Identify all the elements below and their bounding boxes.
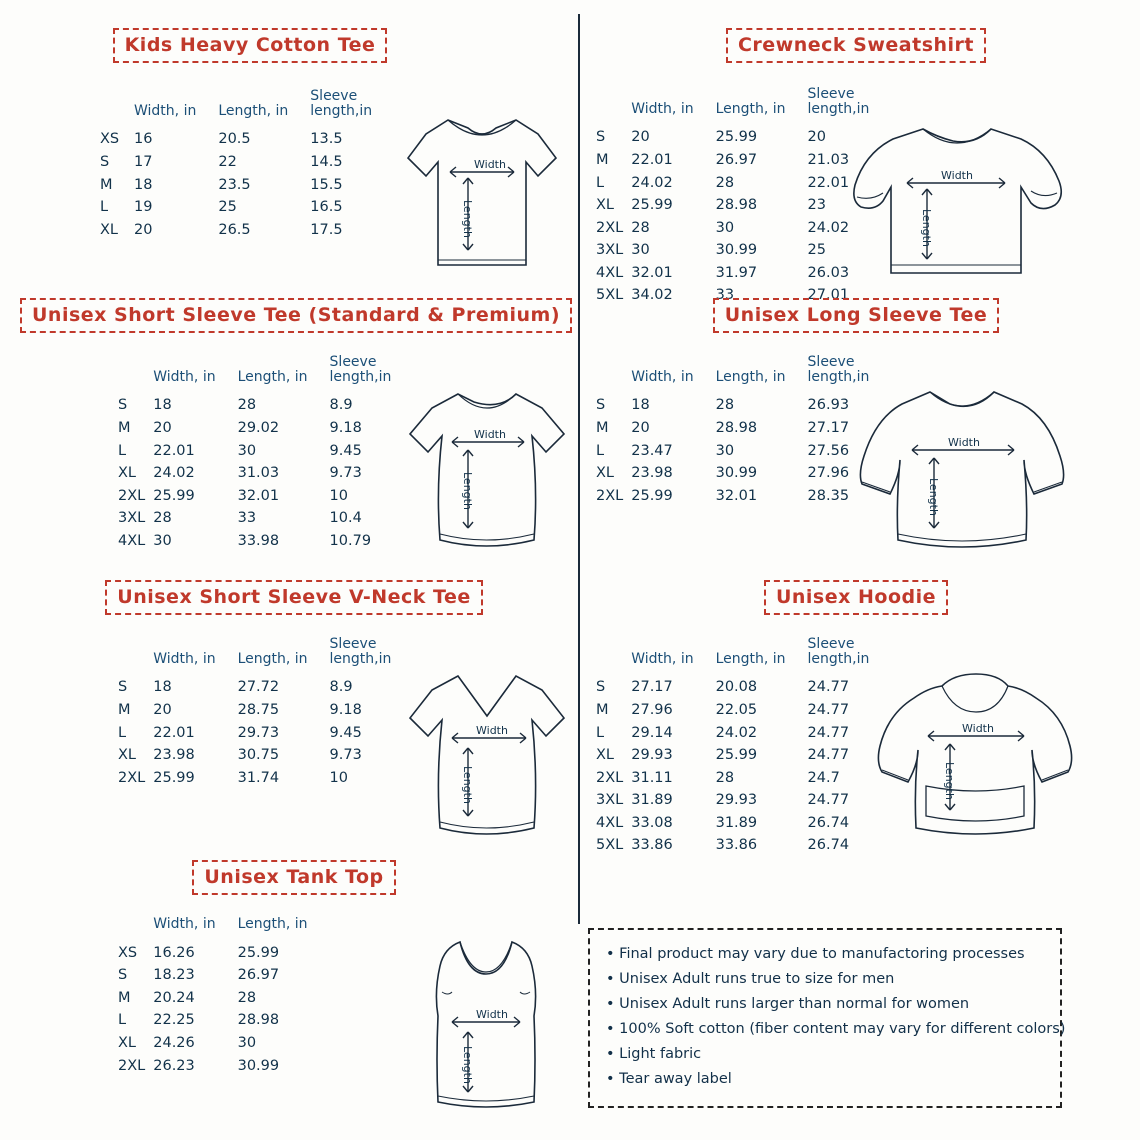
col-width: Width, in: [631, 368, 694, 385]
cell-length: 31.97: [715, 264, 758, 281]
cell-size: XL: [596, 747, 615, 764]
cell-size: L: [100, 199, 109, 216]
cell-length: 32.01: [237, 487, 280, 504]
cell-length: 26.97: [237, 967, 280, 984]
cell-width: 23.47: [631, 442, 673, 459]
table-row: [118, 1009, 330, 1032]
cell-sleeve: 9.45: [329, 724, 362, 741]
table-row: [118, 394, 413, 417]
col-width: Width, in: [153, 368, 216, 385]
cell-width: 30: [631, 242, 650, 259]
cell-width: 33.08: [631, 814, 673, 831]
cell-sleeve: 25: [807, 242, 826, 259]
arrow-label-width: Width: [474, 428, 506, 441]
cell-size: S: [118, 967, 128, 984]
cell-width: 16.26: [153, 944, 195, 961]
cell-sleeve: 27.01: [807, 287, 850, 304]
cell-width: 18.23: [153, 967, 195, 984]
cell-sleeve: 9.45: [329, 442, 362, 459]
cell-size: XL: [100, 221, 119, 238]
illustration-kids-tee: [386, 100, 576, 290]
arrow-label-length: Length: [461, 200, 474, 238]
cell-size: 5XL: [596, 837, 624, 854]
table-row: [118, 767, 413, 790]
cell-size: S: [596, 129, 606, 146]
cell-length: 25.99: [237, 944, 280, 961]
cell-sleeve: 24.02: [807, 219, 850, 236]
cell-length: 26.5: [218, 221, 251, 238]
table-row: [100, 219, 394, 242]
arrow-label-width: Width: [476, 724, 508, 737]
cell-width: 20: [134, 221, 153, 238]
cell-length: 28.98: [715, 419, 758, 436]
table-row: [118, 485, 413, 508]
cell-sleeve: 27.17: [807, 419, 850, 436]
cell-width: 19: [134, 199, 153, 216]
col-width: Width, in: [631, 650, 694, 667]
note-item: • Unisex Adult runs true to size for men: [606, 970, 895, 987]
cell-sleeve: 20: [807, 129, 826, 146]
cell-width: 20: [631, 419, 650, 436]
col-length: Length, in: [715, 650, 786, 667]
note-item: • Light fabric: [606, 1045, 702, 1062]
size-table-unisex-hoodie: [596, 637, 891, 857]
cell-size: 2XL: [118, 487, 146, 504]
cell-size: 2XL: [596, 487, 624, 504]
cell-width: 24.26: [153, 1035, 195, 1051]
section-title-kids-heavy-cotton-tee: Kids Heavy Cotton Tee: [113, 28, 388, 63]
cell-width: 23.98: [153, 747, 195, 764]
cell-width: 20: [631, 129, 650, 146]
cell-sleeve: 27.56: [807, 442, 850, 459]
cell-size: XL: [118, 747, 137, 764]
cell-width: 26.23: [153, 1057, 195, 1074]
table-row: [118, 676, 413, 699]
note-item: • Tear away label: [606, 1070, 732, 1087]
cell-width: 33.86: [631, 837, 673, 854]
col-size: [100, 89, 134, 128]
table-row: [596, 789, 891, 812]
illustration-unisex-short-sleeve-tee: [392, 380, 582, 565]
table-row: [118, 417, 413, 440]
table-header-row: [100, 89, 394, 128]
cell-width: 18: [631, 397, 650, 414]
cell-size: XL: [118, 1035, 137, 1051]
cell-size: 3XL: [596, 242, 624, 259]
arrow-label-length: Length: [943, 762, 956, 800]
cell-length: 32.01: [715, 487, 758, 504]
cell-sleeve: 9.18: [329, 419, 362, 436]
cell-sleeve: 26.74: [807, 837, 850, 854]
arrow-label-length: Length: [461, 766, 474, 804]
table-row: [118, 699, 413, 722]
table-row: [596, 417, 891, 440]
cell-width: 28: [153, 510, 172, 527]
cell-sleeve: 16.5: [310, 199, 343, 216]
col-sleeve: Sleeve length,in: [310, 88, 373, 119]
arrow-label-width: Width: [941, 169, 973, 182]
cell-length: 30.99: [715, 242, 758, 259]
table-row: [596, 462, 891, 485]
cell-length: 30.75: [237, 747, 280, 764]
table-row: [118, 440, 413, 463]
cell-length: 29.02: [237, 419, 280, 436]
col-width: Width, in: [153, 650, 216, 667]
table-row: [596, 744, 891, 767]
cell-size: S: [100, 153, 110, 170]
cell-sleeve: 8.9: [329, 397, 353, 414]
arrow-label-length: Length: [927, 478, 940, 516]
col-sleeve: Sleeve length,in: [329, 354, 392, 385]
col-size: [596, 355, 631, 394]
cell-length: 28: [237, 397, 257, 414]
cell-width: 22.25: [153, 1012, 195, 1029]
cell-width: 27.17: [631, 679, 673, 696]
cell-sleeve: 10: [329, 487, 348, 504]
arrow-label-width: Width: [948, 436, 980, 449]
cell-sleeve: 9.73: [329, 465, 362, 482]
table-header-row: [118, 355, 413, 394]
cell-length: 28: [715, 174, 735, 191]
cell-width: 22.01: [153, 724, 195, 741]
cell-width: 20: [153, 701, 172, 718]
cell-length: 22.05: [715, 701, 758, 718]
cell-width: 18: [153, 397, 172, 414]
cell-sleeve: 24.77: [807, 701, 850, 718]
cell-size: S: [596, 679, 606, 696]
note-item: • Final product may vary due to manufactoring processes: [606, 946, 1025, 962]
cell-size: M: [596, 701, 609, 718]
cell-size: 2XL: [596, 769, 624, 786]
cell-size: XS: [118, 944, 138, 961]
cell-length: 29.93: [715, 792, 758, 809]
cell-width: 20: [153, 419, 172, 436]
col-sleeve: Sleeve length,in: [807, 86, 870, 117]
cell-sleeve: 24.77: [807, 724, 850, 741]
cell-sleeve: 8.9: [329, 679, 353, 696]
cell-sleeve: 27.96: [807, 465, 850, 482]
cell-size: M: [596, 151, 609, 168]
table-row: [100, 151, 394, 174]
illustration-unisex-long-sleeve-tee: [850, 378, 1075, 563]
section-title-unisex-tank-top: Unisex Tank Top: [192, 860, 395, 895]
section-title-crewneck-sweatshirt: Crewneck Sweatshirt: [726, 28, 986, 63]
cell-size: XL: [118, 465, 137, 482]
cell-sleeve: 14.5: [310, 153, 343, 170]
table-row: [118, 1055, 330, 1078]
table-row: [100, 174, 394, 197]
table-row: [118, 462, 413, 485]
cell-length: 26.97: [715, 151, 758, 168]
table-header-row: [596, 355, 891, 394]
cell-length: 33.86: [715, 837, 758, 854]
cell-sleeve: 21.03: [807, 151, 850, 168]
arrow-label-width: Width: [474, 158, 506, 171]
size-table-kids-heavy-cotton-tee: [100, 89, 394, 241]
table-header-row: [118, 637, 413, 676]
col-width: Width, in: [153, 916, 216, 932]
table-header-row: [596, 637, 891, 676]
cell-width: 28: [631, 219, 650, 236]
cell-size: 2XL: [118, 1057, 146, 1074]
table-row: [118, 987, 330, 1010]
cell-sleeve: 13.5: [310, 131, 343, 148]
cell-width: 27.96: [631, 701, 673, 718]
col-width: Width, in: [134, 102, 197, 119]
illustration-unisex-tank-top: [400, 930, 575, 1115]
cell-width: 25.99: [631, 197, 673, 214]
size-table-unisex-tank-top: [118, 917, 330, 1077]
cell-size: 5XL: [596, 287, 624, 304]
arrow-label-length: Length: [920, 209, 933, 247]
cell-length: 23.5: [218, 176, 251, 193]
cell-width: 30: [153, 532, 172, 549]
cell-size: L: [596, 724, 605, 741]
table-row: [596, 485, 891, 508]
cell-width: 31.11: [631, 769, 673, 786]
cell-length: 20.5: [218, 131, 251, 148]
table-row: [118, 722, 413, 745]
notes-box: [588, 928, 1066, 1108]
cell-length: 31.89: [715, 814, 758, 831]
col-length: Length, in: [237, 916, 308, 932]
cell-sleeve: 28.35: [807, 487, 850, 504]
cell-length: 31.74: [237, 769, 280, 786]
table-row: [118, 744, 413, 767]
cell-sleeve: 10.79: [329, 532, 372, 549]
cell-size: M: [118, 419, 131, 436]
cell-sleeve: 26.74: [807, 814, 850, 831]
cell-sleeve: 24.77: [807, 792, 850, 809]
section-title-unisex-short-sleeve-tee: Unisex Short Sleeve Tee (Standard & Premium): [20, 298, 572, 333]
cell-length: 30.99: [715, 465, 758, 482]
section-title-unisex-hoodie: Unisex Hoodie: [764, 580, 948, 615]
cell-length: 28: [715, 769, 735, 786]
table-row: [118, 964, 330, 987]
cell-length: 30: [237, 442, 257, 459]
cell-sleeve: 24.77: [807, 679, 850, 696]
cell-width: 23.98: [631, 465, 673, 482]
cell-width: 16: [134, 131, 153, 148]
cell-length: 25.99: [715, 747, 758, 764]
cell-width: 24.02: [153, 465, 195, 482]
cell-width: 32.01: [631, 264, 673, 281]
arrow-label-width: Width: [476, 1008, 508, 1021]
cell-size: L: [596, 442, 605, 459]
col-length: Length, in: [715, 100, 786, 117]
cell-length: 25.99: [715, 129, 758, 146]
col-size: [596, 637, 631, 676]
col-sleeve: Sleeve length,in: [329, 636, 392, 667]
col-sleeve: Sleeve length,in: [807, 636, 870, 667]
illustration-unisex-v-neck-tee: [392, 660, 582, 850]
section-title-unisex-long-sleeve-tee: Unisex Long Sleeve Tee: [713, 298, 1000, 333]
cell-sleeve: 22.01: [807, 174, 850, 191]
cell-sleeve: 26.03: [807, 264, 850, 281]
table-row: [596, 676, 891, 699]
cell-size: 4XL: [118, 532, 146, 549]
cell-length: 30: [237, 1035, 257, 1051]
col-size: [118, 917, 153, 942]
cell-size: 4XL: [596, 264, 624, 281]
table-row: [118, 1032, 330, 1055]
cell-sleeve: 10: [329, 769, 348, 786]
cell-width: 22.01: [153, 442, 195, 459]
cell-length: 28.98: [715, 197, 758, 214]
cell-length: 27.72: [237, 679, 280, 696]
cell-sleeve: 15.5: [310, 176, 343, 193]
cell-size: M: [118, 989, 131, 1006]
cell-width: 20.24: [153, 989, 195, 1006]
cell-width: 22.01: [631, 151, 673, 168]
table-row: [100, 128, 394, 151]
col-length: Length, in: [218, 102, 289, 119]
col-length: Length, in: [715, 368, 786, 385]
cell-length: 31.03: [237, 465, 280, 482]
cell-width: 17: [134, 153, 153, 170]
table-row: [596, 722, 891, 745]
arrow-label-length: Length: [461, 1046, 474, 1084]
note-item: • Unisex Adult runs larger than normal for women: [606, 995, 970, 1012]
cell-size: L: [596, 174, 605, 191]
cell-sleeve: 10.4: [329, 510, 362, 527]
size-table-unisex-short-sleeve-v-neck-tee: [118, 637, 413, 789]
size-table-unisex-long-sleeve-tee: [596, 355, 891, 507]
cell-sleeve: 24.77: [807, 747, 850, 764]
cell-size: 3XL: [118, 510, 146, 527]
cell-size: L: [118, 724, 127, 741]
table-row: [118, 942, 330, 965]
cell-length: 28.98: [237, 1012, 280, 1029]
cell-width: 25.99: [153, 487, 195, 504]
arrow-label-length: Length: [461, 472, 474, 510]
cell-width: 18: [153, 679, 172, 696]
col-size: [118, 355, 153, 394]
col-sleeve: Sleeve length,in: [807, 354, 870, 385]
cell-width: 29.14: [631, 724, 673, 741]
cell-sleeve: 26.93: [807, 397, 850, 414]
cell-length: 28: [715, 397, 735, 414]
cell-length: 20.08: [715, 679, 758, 696]
table-row: [118, 507, 413, 530]
cell-sleeve: 17.5: [310, 221, 343, 238]
cell-length: 33: [237, 510, 257, 527]
cell-width: 18: [134, 176, 153, 193]
cell-size: 2XL: [596, 219, 624, 236]
illustration-unisex-hoodie: [868, 660, 1083, 850]
cell-size: 3XL: [596, 792, 624, 809]
cell-length: 28: [237, 989, 257, 1006]
cell-sleeve: 9.73: [329, 747, 362, 764]
arrow-label-width: Width: [962, 722, 994, 735]
cell-width: 25.99: [631, 487, 673, 504]
cell-size: 4XL: [596, 814, 624, 831]
table-header-row: [118, 917, 330, 942]
cell-size: M: [118, 701, 131, 718]
cell-width: 25.99: [153, 769, 195, 786]
cell-size: 2XL: [118, 769, 146, 786]
cell-length: 33.98: [237, 532, 280, 549]
col-width: Width, in: [631, 100, 694, 117]
cell-length: 29.73: [237, 724, 280, 741]
cell-width: 31.89: [631, 792, 673, 809]
table-row: [596, 440, 891, 463]
cell-size: S: [118, 397, 128, 414]
illustration-crewneck-sweatshirt: [845, 105, 1075, 300]
cell-length: 30.99: [237, 1057, 280, 1074]
cell-sleeve: 9.18: [329, 701, 362, 718]
col-length: Length, in: [237, 650, 308, 667]
table-row: [596, 767, 891, 790]
cell-sleeve: 24.7: [807, 769, 840, 786]
section-title-unisex-short-sleeve-v-neck-tee: Unisex Short Sleeve V-Neck Tee: [105, 580, 482, 615]
cell-size: S: [596, 397, 606, 414]
cell-size: S: [118, 679, 128, 696]
cell-size: XL: [596, 197, 615, 214]
note-item: • 100% Soft cotton (fiber content may vary for different colors): [606, 1020, 1066, 1037]
table-row: [596, 834, 891, 857]
cell-length: 22: [218, 153, 237, 170]
table-row: [596, 812, 891, 835]
cell-width: 29.93: [631, 747, 673, 764]
cell-length: 33: [715, 287, 735, 304]
cell-size: L: [118, 442, 127, 459]
cell-width: 34.02: [631, 287, 673, 304]
table-row: [596, 699, 891, 722]
cell-size: M: [596, 419, 609, 436]
col-size: [596, 87, 631, 126]
cell-size: XS: [100, 131, 120, 148]
cell-length: 30: [715, 442, 735, 459]
table-row: [100, 196, 394, 219]
col-length: Length, in: [237, 368, 308, 385]
cell-size: XL: [596, 465, 615, 482]
cell-size: M: [100, 176, 113, 193]
cell-length: 24.02: [715, 724, 758, 741]
table-row: [596, 394, 891, 417]
col-size: [118, 637, 153, 676]
cell-length: 30: [715, 219, 735, 236]
cell-length: 28.75: [237, 701, 280, 718]
cell-sleeve: 23: [807, 197, 826, 214]
cell-length: 25: [218, 199, 237, 216]
cell-size: L: [118, 1012, 127, 1029]
cell-width: 24.02: [631, 174, 673, 191]
table-row: [118, 530, 413, 553]
size-table-unisex-short-sleeve-tee: [118, 355, 413, 552]
